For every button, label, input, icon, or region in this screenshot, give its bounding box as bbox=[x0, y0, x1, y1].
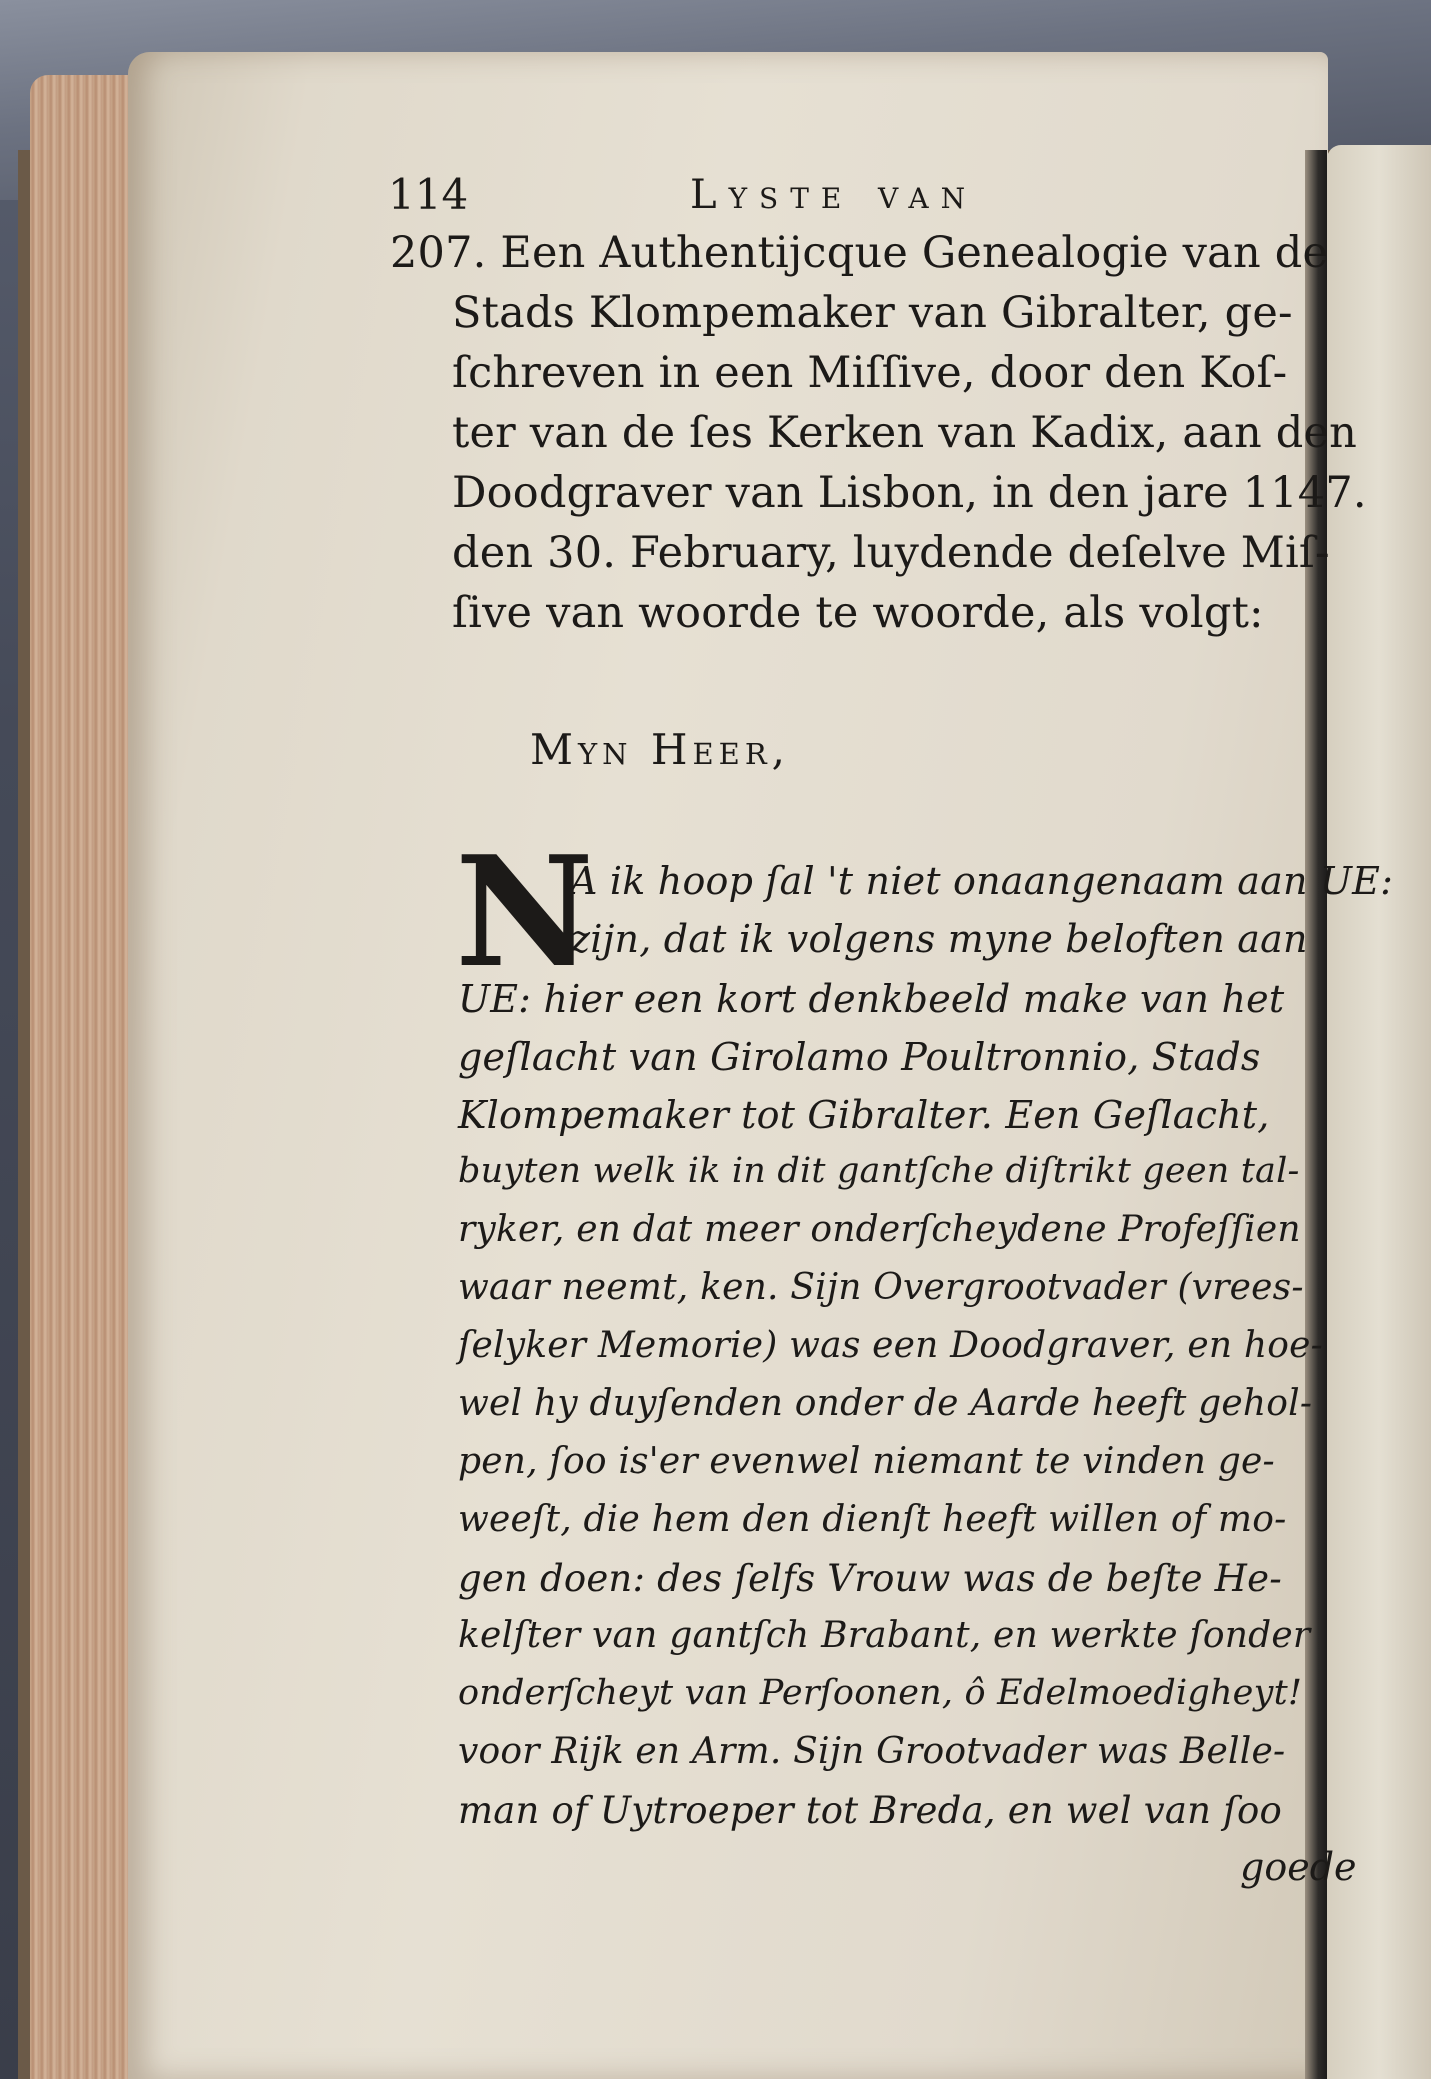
salutation: Myn Heer, bbox=[530, 725, 791, 774]
page-number: 114 bbox=[388, 170, 469, 219]
letter-line: voor Rijk en Arm. Sijn Grootvader was Belle- bbox=[458, 1731, 1286, 1772]
letter-line: man of Uytroeper tot Breda, en wel van ſoo bbox=[458, 1789, 1282, 1832]
entry-line: Stads Klompemaker van Gibralter, ge- bbox=[452, 288, 1293, 338]
letter-line: kelſter van gantſch Brabant, en werkte ſonder bbox=[458, 1615, 1311, 1656]
entry-line: den 30. February, luydende deſelve Miſ- bbox=[452, 528, 1330, 578]
letter-line: Klompemaker tot Gibralter. Een Geſlacht, bbox=[458, 1093, 1270, 1137]
drop-cap-initial: N bbox=[455, 822, 594, 1001]
catchword: goede bbox=[1240, 1845, 1357, 1889]
entry-line: Doodgraver van Lisbon, in den jare 1147. bbox=[452, 468, 1367, 518]
letter-line: ſelyker Memorie) was een Doodgraver, en hoe- bbox=[458, 1325, 1323, 1366]
running-title: Lyste van bbox=[690, 172, 978, 218]
letter-line: gen doen: des ſelfs Vrouw was de beſte He- bbox=[458, 1557, 1282, 1600]
letter-line: weeſt, die hem den dienſt heeft willen of mo- bbox=[458, 1499, 1287, 1540]
letter-line: geſlacht van Girolamo Poultronnio, Stads bbox=[458, 1035, 1261, 1079]
letter-line: A ik hoop ſal 't niet onaangenaam aan UE: bbox=[570, 859, 1394, 903]
entry-line: ſchreven in een Miſſive, door den Koſ- bbox=[452, 348, 1288, 398]
letter-line: pen, ſoo is'er evenwel niemant te vinden ge- bbox=[458, 1441, 1275, 1482]
letter-line: onderſcheyt van Perſoonen, ô Edelmoedigheyt! bbox=[458, 1673, 1303, 1713]
entry-line: 207. Een Authentijcque Genealogie van de bbox=[390, 228, 1329, 278]
letter-line: wel hy duyſenden onder de Aarde heeft gehol- bbox=[458, 1383, 1313, 1424]
letter-line: zijn, dat ik volgens myne beloften aan bbox=[570, 917, 1308, 961]
letter-line: waar neemt, ken. Sijn Overgrootvader (vrees- bbox=[458, 1267, 1304, 1308]
letter-line: UE: hier een kort denkbeeld make van het bbox=[458, 977, 1285, 1021]
entry-line: ter van de ſes Kerken van Kadix, aan den bbox=[452, 408, 1358, 458]
letter-line: buyten welk ik in dit gantſche diſtrikt geen tal- bbox=[458, 1151, 1300, 1191]
letter-line: ryker, en dat meer onderſcheydene Profeſſien bbox=[458, 1209, 1301, 1250]
entry-line: ſive van woorde te woorde, als volgt: bbox=[452, 588, 1264, 638]
